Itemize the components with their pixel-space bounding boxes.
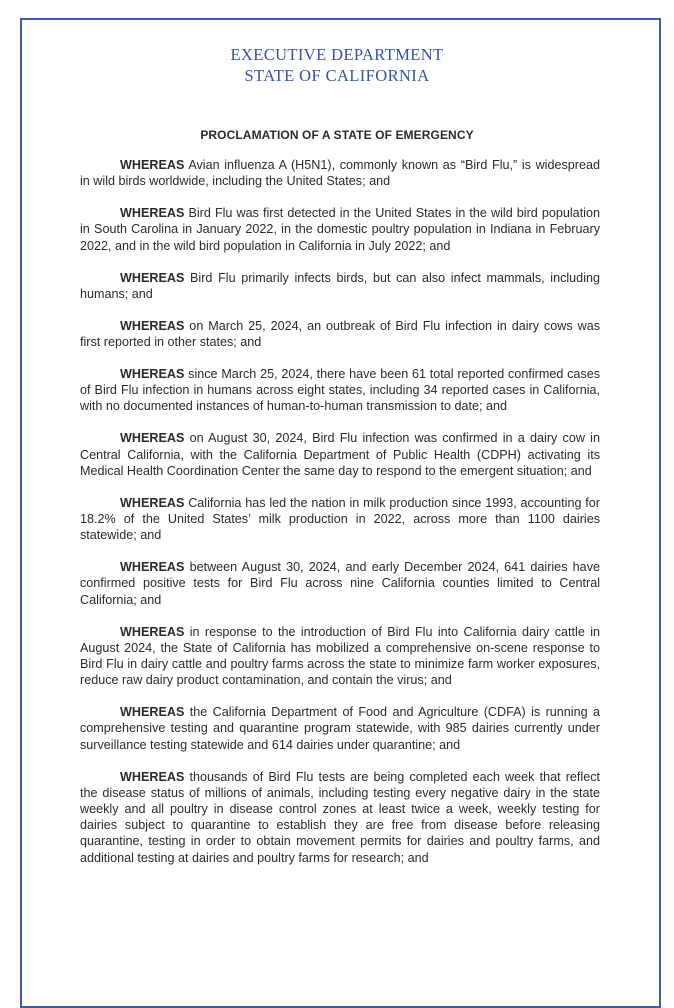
whereas-lead: WHEREAS: [120, 560, 185, 575]
whereas-clause-5: [80, 366, 600, 415]
clause-text: on March 25, 2024, an outbreak of Bird Flu infection in dairy cows was first reported in other states; and: [80, 318, 600, 350]
proclamation-title: PROCLAMATION OF A STATE OF EMERGENCY: [200, 128, 474, 142]
whereas-clause-3: [80, 270, 600, 302]
whereas-lead: WHEREAS: [120, 705, 185, 720]
whereas-lead: WHEREAS: [120, 769, 185, 784]
proclamation-body: [80, 157, 600, 882]
clause-text: thousands of Bird Flu tests are being completed each week that reflect the disease status of millions of animals, including testing every negative dairy in the state weekly and all poultry in disease control zones at least twice a week, weekly testing for dairies subject to quarantine to establish they are free from disease before releasing quarantine, testing in order to obtain movement permits for dairies and poultry farms, and additional testing at dairies and poultry farms for research; and: [80, 769, 600, 865]
clause-text: Bird Flu was first detected in the United States in the wild bird population in South Carolina in January 2022, in the domestic poultry population in Indiana in February 2022, and in the wild bird population in California in July 2022; and: [80, 206, 600, 253]
whereas-lead: WHEREAS: [120, 206, 185, 221]
clause-text: Bird Flu primarily infects birds, but can also infect mammals, including humans; and: [80, 270, 600, 301]
whereas-lead: WHEREAS: [120, 158, 185, 172]
whereas-lead: WHEREAS: [120, 318, 185, 333]
clause-text: the California Department of Food and Agriculture (CDFA) is running a comprehensive testing and quarantine program statewide, with 985 dairies currently under surveillance testing statewide and 614 dairies under quarantine; and: [80, 705, 600, 752]
clause-text: Avian influenza A (H5N1), commonly known as “Bird Flu,” is widespread in wild birds worldwide, including the United States; and: [80, 158, 600, 189]
whereas-clause-9: [80, 624, 600, 689]
whereas-clause-6: [80, 430, 600, 479]
clause-text: between August 30, 2024, and early December 2024, 641 dairies have confirmed positive tests for Bird Flu across nine California counties limited to Central California; and: [80, 560, 600, 607]
clause-text: on August 30, 2024, Bird Flu infection was confirmed in a dairy cow in Central California, with the California Department of Public Health (CDPH) activating its Medical Health Coordination Center the same day to respond to the emergent situation; and: [80, 431, 600, 478]
whereas-clause-8: [80, 559, 600, 608]
whereas-clause-1: [80, 157, 600, 189]
clause-text: California has led the nation in milk production since 1993, accounting for 18.2% of the United States’ milk production in 2022, across more than 1100 dairies statewide; and: [80, 495, 600, 543]
letterhead: [0, 44, 674, 86]
clause-text: in response to the introduction of Bird Flu into California dairy cattle in August 2024, the State of California has mobilized a comprehensive on-scene response to Bird Flu in dairy cattle and poultry farms across the state to minimize farm worker exposures, reduce raw dairy product contamination, and contain the virus; and: [80, 624, 600, 688]
letterhead-department: EXECUTIVE DEPARTMENT: [230, 45, 444, 64]
whereas-lead: WHEREAS: [120, 431, 185, 446]
whereas-lead: WHEREAS: [120, 270, 185, 285]
whereas-lead: WHEREAS: [120, 624, 185, 639]
whereas-clause-7: [80, 495, 600, 544]
whereas-lead: WHEREAS: [120, 367, 185, 382]
clause-text: since March 25, 2024, there have been 61 total reported confirmed cases of Bird Flu infection in humans across eight states, including 34 reported cases in California, with no documented instances of human-to-human transmission to date; and: [80, 367, 600, 414]
whereas-clause-2: [80, 205, 600, 254]
whereas-clause-4: [80, 318, 600, 350]
whereas-lead: WHEREAS: [120, 495, 185, 510]
whereas-clause-10: [80, 704, 600, 753]
letterhead-state: STATE OF CALIFORNIA: [244, 66, 430, 85]
whereas-clause-11: [80, 769, 600, 866]
